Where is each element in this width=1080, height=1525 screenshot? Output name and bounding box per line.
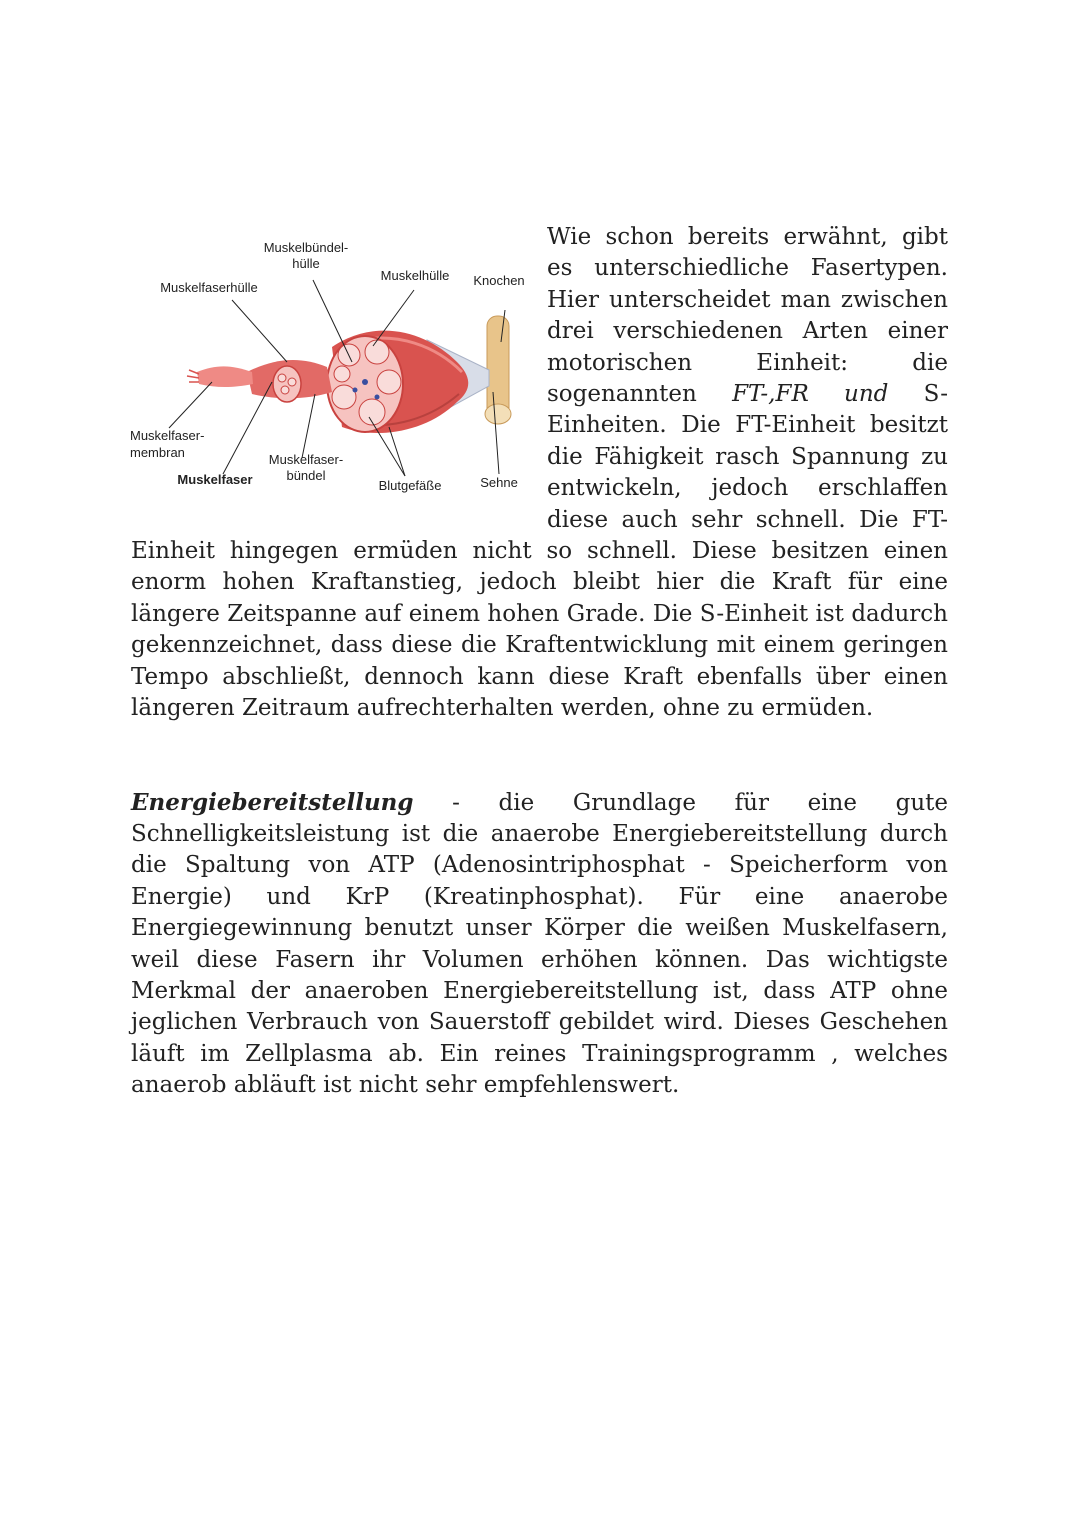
label-blutgefaesse: Blutgefäße xyxy=(378,478,442,493)
label-muskelfaserbuendel-1: Muskelfaser- xyxy=(268,452,344,467)
label-muskelfaser: Muskelfaser xyxy=(177,472,253,487)
label-muskelbuendelhuelle-2: hülle xyxy=(292,256,320,271)
energiebereitstellung-text: - die Grundlage für eine gute Schnelligkeitsleistung ist die anaerobe Energiebereitstellung durch die Spaltung von ATP (Adenosintriphosphat - Speicherform von Energie) und KrP (Kreatinphosphat). Für eine anaerobe Energiegewinnung benutzt unser Körper die weißen Muskelfasern, weil diese Fasern ihr Volumen erhöhen können. Das wichtigste Merkmal der anaeroben Energiebereitstellung ist, dass ATP ohne jeglichen Verbrauch von Sauerstoff gebildet wird. Dieses Geschehen läuft im Zellplasma ab. Ein reines Trainingsprogramm , welches anaerob abläuft ist nicht sehr empfehlenswert. xyxy=(131,789,948,1099)
label-muskelfasermembran-1: Muskelfaser- xyxy=(130,428,205,443)
single-fiber xyxy=(197,366,253,387)
muscle-diagram xyxy=(127,222,535,508)
paragraph-fasertypen-text-a: Wie schon bereits erwähnt, gibt es unterschiedliche Fasertypen. Hier unterscheidet man zwischen drei verschiedenen Arten einer motorischen Einheit: die sogenannten xyxy=(547,224,948,408)
label-sehne: Sehne xyxy=(480,475,518,490)
paragraph-fasertypen-text-b: S-Einheiten. Die FT-Einheit besitzt die Fähigkeit rasch Spannung zu entwickeln, jedoch erschlaffen diese auch sehr schnell. Die FT-Einheit hingegen ermüden nicht so schnell. Diese besitzen einen enorm hohen Kraftanstieg, jedoch bleibt hier die Kraft für eine längere Zeitspanne auf einem hohen Grade. Die S-Einheit ist dadurch gekennzeichnet, dass diese die Kraftentwicklung mit einem geringen Tempo abschließt, dennoch kann diese Kraft ebenfalls über einen längeren Zeitraum aufrechterhalten werden, ohne zu ermüden. xyxy=(131,381,948,722)
energiebereitstellung-heading: Energiebereitstellung xyxy=(131,788,414,816)
label-muskelbuendelhuelle-1: Muskelbündel- xyxy=(263,240,349,255)
label-muskelhuelle: Muskelhülle xyxy=(380,268,450,283)
label-muskelfaserhuelle: Muskelfaserhülle xyxy=(160,280,258,295)
paragraph-energiebereitstellung xyxy=(131,787,948,1102)
label-muskelfaserbuendel-2: bündel xyxy=(286,468,326,483)
label-muskelfasermembran-2: membran xyxy=(130,445,185,460)
label-knochen: Knochen xyxy=(473,273,525,288)
muscle-anatomy-figure xyxy=(127,222,535,508)
paragraph-fasertypen-italic: FT-,FR und xyxy=(732,381,889,408)
document-body xyxy=(131,222,948,1102)
